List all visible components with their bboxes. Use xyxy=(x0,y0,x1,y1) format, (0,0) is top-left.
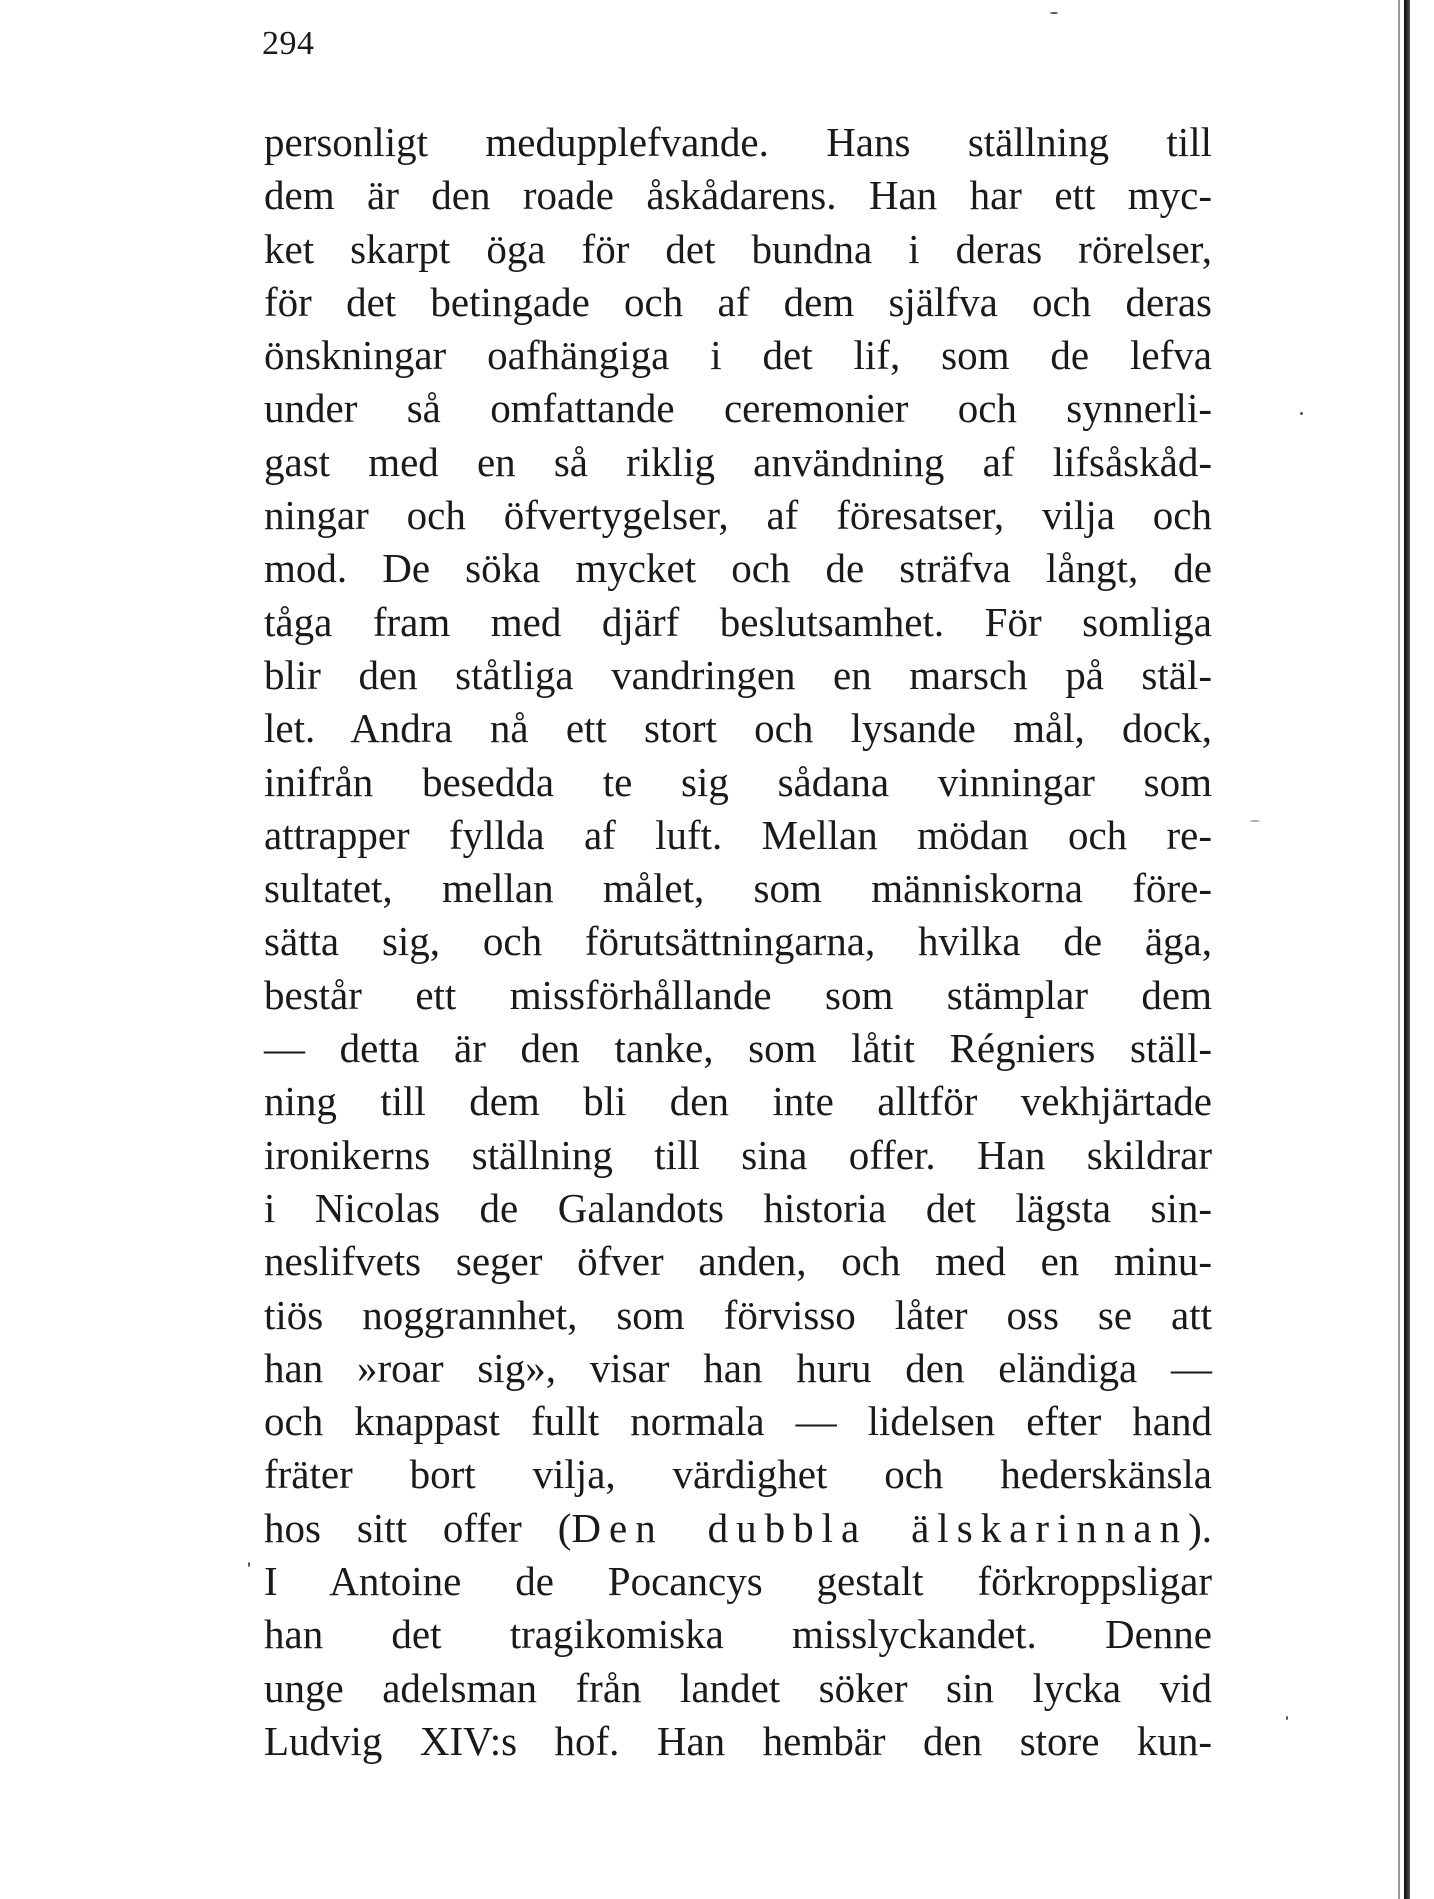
scan-speck xyxy=(1300,412,1303,415)
text-line-1: personligt medupplefvande. Hans ställning till xyxy=(264,119,1212,165)
text-line-18: — detta är den tanke, som låtit Régniers ställ- xyxy=(264,1025,1212,1072)
line-27-prefix: hos sitt offer ( xyxy=(264,1504,572,1551)
text-line-24: han »roar sig», visar han huru den eländiga — xyxy=(264,1344,1212,1391)
text-line-6: under så omfattande ceremonier och synnerli- xyxy=(264,385,1212,432)
body-text xyxy=(264,116,1212,1768)
text-line-30: unge adelsman från landet söker sin lycka vid xyxy=(264,1664,1212,1711)
text-line-29: han det tragikomiska misslyckandet. Denne xyxy=(264,1611,1212,1658)
text-line-14: attrapper fyllda af luft. Mellan mödan och re- xyxy=(264,811,1212,858)
text-line-15: sultatet, mellan målet, som människorna före- xyxy=(264,865,1212,912)
text-line-11: blir den ståtliga vandringen en marsch på stäl- xyxy=(264,651,1212,698)
text-line-7: gast med en så riklig användning af lifsåskåd- xyxy=(264,438,1212,485)
spaced-book-title: Den dubbla älskarinnan xyxy=(571,1504,1189,1551)
text-line-19: ning till dem bli den inte alltför vekhjärtade xyxy=(264,1078,1212,1125)
text-line-12: let. Andra nå ett stort och lysande mål, dock, xyxy=(264,705,1212,752)
text-line-20: ironikerns ställning till sina offer. Han skildrar xyxy=(264,1131,1212,1178)
text-line-23: tiös noggrannhet, som förvisso låter oss se att xyxy=(264,1291,1212,1338)
scan-edge-shadow xyxy=(1398,0,1400,1899)
line-27-suffix: ). xyxy=(1188,1504,1212,1551)
text-line-28: I Antoine de Pocancys gestalt förkroppsligar xyxy=(264,1558,1212,1605)
page-number: 294 xyxy=(262,25,315,62)
text-line-9: mod. De söka mycket och de sträfva långt, de xyxy=(264,545,1212,592)
text-line-25: och knappast fullt normala — lidelsen efter hand xyxy=(264,1398,1212,1445)
text-line-2: dem är den roade åskådarens. Han har ett myc- xyxy=(264,172,1212,219)
scan-speck xyxy=(1250,820,1260,822)
text-line-3: ket skarpt öga för det bundna i deras rörelser, xyxy=(264,225,1212,272)
text-line-13: inifrån besedda te sig sådana vinningar som xyxy=(264,758,1212,805)
text-line-5: önskningar oafhängiga i det lif, som de lefva xyxy=(264,332,1212,379)
text-line-26: fräter bort vilja, värdighet och hederskänsla xyxy=(264,1451,1212,1498)
text-line-21: i Nicolas de Galandots historia det lägsta sin- xyxy=(264,1184,1212,1231)
scan-speck xyxy=(1050,12,1058,14)
text-line-8: ningar och öfvertygelser, af föresatser, vilja och xyxy=(264,492,1212,539)
text-line-31: Ludvig XIV:s hof. Han hembär den store kun- xyxy=(264,1717,1212,1764)
text-line-4: för det betingade och af dem själfva och deras xyxy=(264,278,1212,325)
text-line-10: tåga fram med djärf beslutsamhet. För somliga xyxy=(264,598,1212,645)
text-line-27 xyxy=(264,1502,1212,1555)
text-line-16: sätta sig, och förutsättningarna, hvilka de äga, xyxy=(264,918,1212,965)
text-line-22: neslifvets seger öfver anden, och med en minu- xyxy=(264,1238,1212,1285)
text-line-17: består ett missförhållande som stämplar dem xyxy=(264,971,1212,1018)
scan-speck xyxy=(1286,1716,1288,1720)
scan-speck xyxy=(248,1562,250,1567)
page-binding-edge xyxy=(1404,0,1410,1899)
